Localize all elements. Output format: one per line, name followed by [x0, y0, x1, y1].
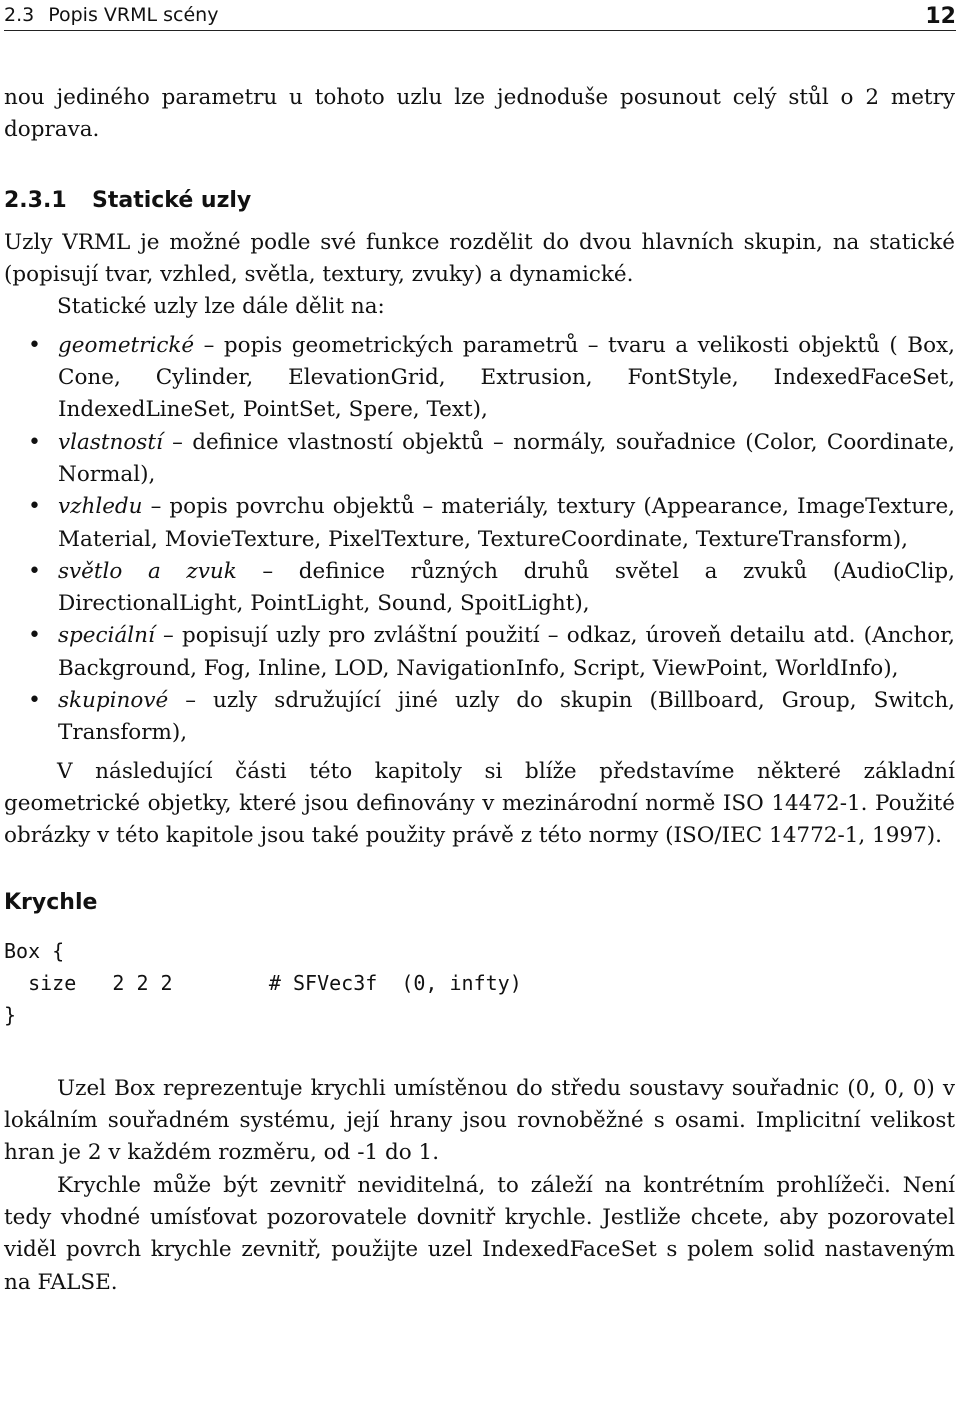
- subsection-title: Statické uzly: [92, 187, 252, 213]
- list-item: [58, 427, 955, 492]
- list-item-desc: – definice vlastností objektů – normály, souřadnice (Color, Coordinate, Normal),: [58, 429, 955, 487]
- code-line: size 2 2 2 # SFVec3f (0, infty): [4, 970, 522, 995]
- list-item-desc: – uzly sdružující jiné uzly do skupin (Billboard, Group, Switch, Transform),: [58, 688, 955, 746]
- paragraph-box-visibility: Krychle může být zevnitř neviditelná, to záleží na kontrétním prohlížeči. Není tedy vhodné umísťovat pozorovatele dovnitř krychle. Jestliže chcete, aby pozorovatel viděl povrch krychle zevnitř, použijte uzel IndexedFaceSet s polem solid nastaveným na FALSE.: [4, 1172, 955, 1295]
- list-item-term: speciální: [58, 623, 155, 649]
- list-item-term: skupinové: [58, 688, 169, 714]
- list-item: [58, 491, 955, 556]
- paragraph-box-description: Uzel Box reprezentuje krychli umístěnou do středu soustavy souřadnic (0, 0, 0) v lokálním souřadném systému, její hrany jsou rovnoběžné s osami. Implicitní velikost hran je 2 v každém rozměru, od -1 do 1.: [4, 1075, 955, 1166]
- code-line: }: [4, 1002, 17, 1027]
- list-item: [58, 685, 955, 750]
- header-section-number: 2.3: [4, 4, 35, 26]
- list-item-desc: – popis geometrických parametrů – tvaru a velikosti objektů ( Box, Cone, Cylinder, ElevationGrid, Extrusion, FontStyle, IndexedFaceSet, IndexedLineSet, PointSet, Spere, Text),: [58, 332, 955, 423]
- list-item-desc: – popis povrchu objektů – materiály, textury (Appearance, ImageTexture, Material, MovieTexture, PixelTexture, TextureCoordinate, TextureTransform),: [58, 494, 955, 552]
- page-body: [4, 82, 955, 1299]
- list-item-desc: – definice různých druhů světel a zvuků (AudioClip, DirectionalLight, PointLight, Sound, SpoitLight),: [58, 558, 955, 617]
- list-item-term: vzhledu: [58, 494, 143, 520]
- heading-krychle: Krychle: [4, 889, 98, 915]
- intro-paragraph: nou jediného parametru u tohoto uzlu lze jednoduše posunout celý stůl o 2 metry doprava.: [4, 85, 955, 143]
- paragraph-node-groups: Uzly VRML je možné podle své funkce rozdělit do dvou hlavních skupin, na statické (popisují tvar, vzhled, světla, textury, zvuky) a dynamické.: [4, 229, 955, 288]
- list-item-term: světlo a zvuk: [58, 558, 237, 584]
- subsection-heading: [4, 185, 955, 217]
- code-line: Box {: [4, 938, 65, 963]
- code-block: [4, 935, 955, 1031]
- list-item-term: geometrické: [58, 332, 195, 358]
- list-item: [58, 620, 955, 685]
- list-item-term: vlastností: [58, 429, 163, 455]
- subsection-number: 2.3.1: [4, 187, 67, 213]
- header-section-title: Popis VRML scény: [48, 4, 219, 26]
- list-item: [58, 556, 955, 621]
- paragraph-iso-standard: V následující části této kapitoly si blíže představíme některé základní geometrické objetky, které jsou definovány v mezinárodní normě ISO 14472-1. Použité obrázky v této kapitole jsou také použity právě z této normy (ISO/IEC 14772-1, 1997).: [4, 758, 955, 849]
- page-header: [4, 4, 956, 31]
- page-number: 12: [925, 4, 956, 29]
- paragraph-static-division: Statické uzly lze dále dělit na:: [57, 294, 385, 320]
- category-list: [4, 330, 955, 750]
- list-item: [58, 330, 955, 427]
- list-item-desc: – popisují uzly pro zvláštní použití – odkaz, úroveň detailu atd. (Anchor, Background, Fog, Inline, LOD, NavigationInfo, Script, ViewPoint, WorldInfo),: [58, 623, 955, 681]
